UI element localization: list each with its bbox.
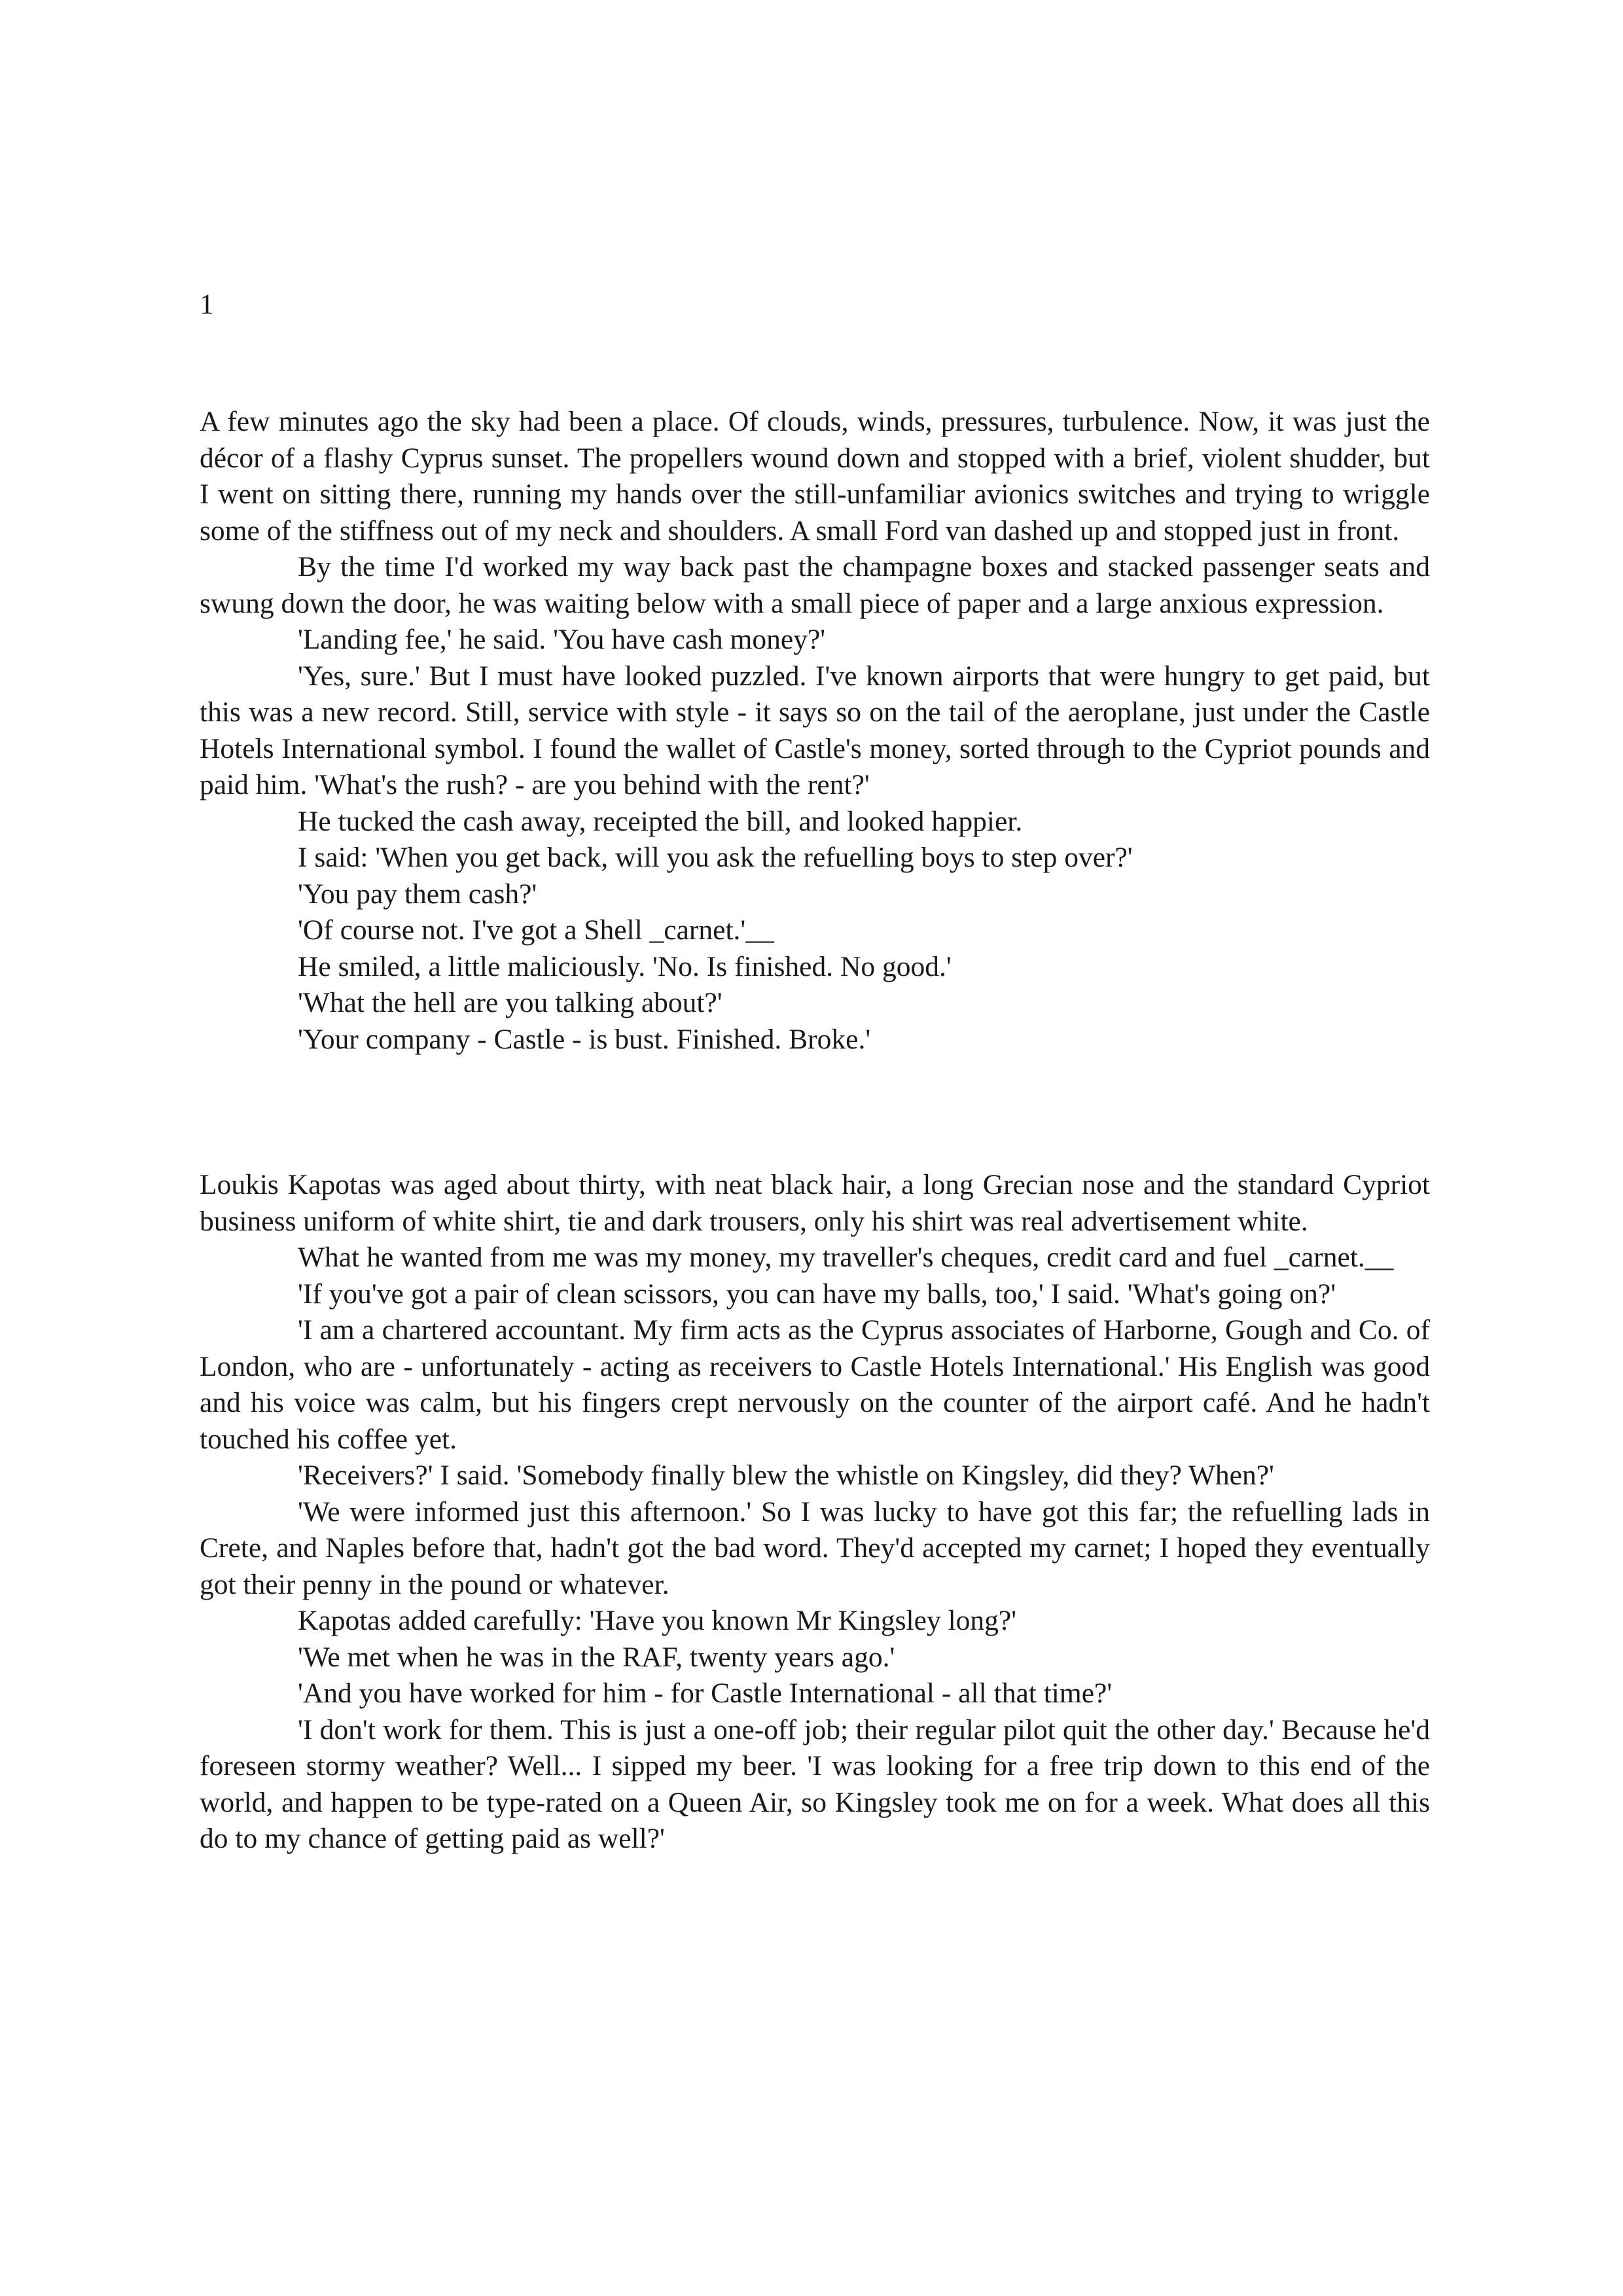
paragraph: 'What the hell are you talking about?' <box>298 987 722 1018</box>
paragraph: 'Your company - Castle - is bust. Finished. Broke.' <box>298 1023 871 1055</box>
paragraph: 'If you've got a pair of clean scissors, you can have my balls, too,' I said. 'What's going on?' <box>298 1278 1336 1310</box>
paragraph: 'Of course not. I've got a Shell _carnet.'__ <box>298 914 774 946</box>
paragraph: By the time I'd worked my way back past the champagne boxes and stacked passenger seats and swung down the door, he was waiting below with a small piece of paper and a large anxious expression. <box>200 551 1430 619</box>
paragraph: 'Receivers?' I said. 'Somebody finally blew the whistle on Kingsley, did they? When?' <box>298 1460 1274 1491</box>
document-page <box>200 0 1430 2296</box>
paragraph: 'Yes, sure.' But I must have looked puzzled. I've known airports that were hungry to get paid, but this was a new record. Still, service with style - it says so on the tail of the aeroplane, just under the Castle Hotels International symbol. I found the wallet of Castle's money, sorted through to the Cypriot pounds and paid him. 'What's the rush? - are you behind with the rent?' <box>200 660 1430 800</box>
paragraph: Loukis Kapotas was aged about thirty, with neat black hair, a long Grecian nose and the standard Cypriot business uniform of white shirt, tie and dark trousers, only his shirt was real advertisement white. <box>200 1169 1430 1237</box>
paragraph: 'We met when he was in the RAF, twenty years ago.' <box>298 1641 895 1673</box>
paragraph: 'Landing fee,' he said. 'You have cash money?' <box>298 624 826 655</box>
paragraph: A few minutes ago the sky had been a place. Of clouds, winds, pressures, turbulence. Now, it was just the décor of a flashy Cyprus sunset. The propellers wound down and stopped with a brief, violent shudder, but I went on sitting there, running my hands over the still-unfamiliar avionics switches and trying to wriggle some of the stiffness out of my neck and shoulders. A small Ford van dashed up and stopped just in front. <box>200 406 1430 547</box>
paragraph: 'And you have worked for him - for Castle International - all that time?' <box>298 1677 1113 1709</box>
paragraph: 'I don't work for them. This is just a one-off job; their regular pilot quit the other day.' Because he'd foreseen stormy weather? Well... I sipped my beer. 'I was looking for a free trip down to this end of the world, and happen to be type-rated on a Queen Air, so Kingsley took me on for a week. What does all this do to my chance of getting paid as well?' <box>200 1713 1430 1854</box>
paragraph: 'I am a chartered accountant. My firm acts as the Cyprus associates of Harborne, Gough and Co. of London, who are - unfortunately - acting as receivers to Castle Hotels International.' His English was good and his voice was calm, but his fingers crept nervously on the counter of the airport café. And he hadn't touched his coffee yet. <box>200 1314 1430 1455</box>
section-arrival <box>200 404 1430 1058</box>
paragraph: 'You pay them cash?' <box>298 878 537 910</box>
chapter-number: 1 <box>200 289 214 320</box>
paragraph: He smiled, a little maliciously. 'No. Is finished. No good.' <box>298 950 952 982</box>
paragraph: He tucked the cash away, receipted the bill, and looked happier. <box>298 805 1023 837</box>
section-kapotas <box>200 1167 1430 1857</box>
paragraph: Kapotas added carefully: 'Have you known Mr Kingsley long?' <box>298 1605 1017 1636</box>
paragraph: What he wanted from me was my money, my traveller's cheques, credit card and fuel _carnet.__ <box>298 1242 1394 1273</box>
paragraph: I said: 'When you get back, will you ask the refuelling boys to step over?' <box>298 842 1133 873</box>
paragraph: 'We were informed just this afternoon.' So I was lucky to have got this far; the refuelling lads in Crete, and Naples before that, hadn't got the bad word. They'd accepted my carnet; I hoped they eventually got their penny in the pound or whatever. <box>200 1496 1430 1600</box>
